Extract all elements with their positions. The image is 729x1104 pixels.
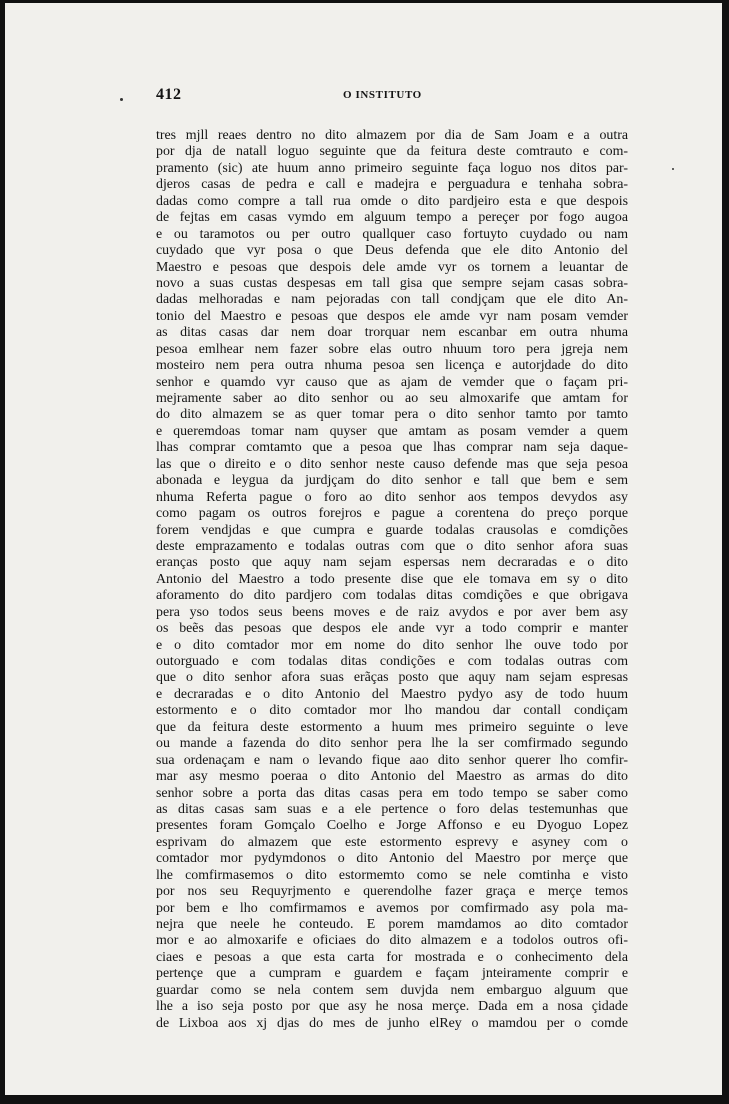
text-line: estormento e o dito comtador mor lho mandou dar contall condiçam (156, 703, 628, 719)
text-line: guardar como se nela contem sem duvjda nem embarguo alguum que (156, 982, 628, 998)
text-line: pera yso todos seus beens moves e de raiz avydos e por aver bem asy (156, 604, 628, 620)
text-line: ou mande a fazenda do dito senhor pera lhe la ser comfirmado segundo (156, 736, 628, 752)
text-line: lhe comfirmasemos o dito estormemto como se nele comtinha e visto (156, 867, 628, 883)
text-line: cuydado que vyr posa o que Deus defenda que ele dito Antonio del (156, 243, 628, 259)
text-line: dadas melhoradas e nam pejoradas con tall condjçam que ele dito An- (156, 292, 628, 308)
text-line: do dito almazem se as quer tomar pera o dito senhor tamto por tamto (156, 407, 628, 423)
text-line: que da feitura deste estormento a huum mes primeiro seguinte o leve (156, 719, 628, 735)
text-line: tonio del Maestro e pesoas que despos ele amde vyr nam posam vemder (156, 308, 628, 324)
page-number: 412 (156, 86, 182, 103)
text-line: Antonio del Maestro a todo presente dise que ele tomava em sy o dito (156, 571, 628, 587)
text-line: mar asy mesmo poerаa o dito Antonio del Maestro as armas do dito (156, 769, 628, 785)
page-header (156, 86, 626, 106)
text-line: de Lixboa aos xj djas do mes de junho elRey o mamdou per o comde (156, 1015, 628, 1031)
text-line: de fejtas em casas vymdo em alguum tempo a pereçer por fogo augoa (156, 210, 628, 226)
text-line: senhor sobre a porta das ditas casas pera em todo tempo se saber como (156, 785, 628, 801)
text-line: esprivam do almazem que este estormento esprevy e asyney com o (156, 834, 628, 850)
body-text (156, 128, 628, 1032)
text-line: lhas comprar comtamto que a pesoa que lhas comprar nam seja daque- (156, 440, 628, 456)
text-line: Maestro e pesoas que despois dele amde vyr os tornem a leuantar de (156, 259, 628, 275)
text-line: as ditas casas dar nem doar trorquar nem escanbar em outra nhuma (156, 325, 628, 341)
text-line: comtador mor pydymdonos o dito Antonio del Maestro por merçe que (156, 851, 628, 867)
text-line: las que o direito e o dito senhor neste causo defende mas que seja pesoa (156, 456, 628, 472)
text-line: e o dito comtador mor em nome do dito senhor lhe ouve todo por (156, 637, 628, 653)
running-head: O INSTITUTO (343, 89, 422, 101)
text-line: outorguado e com todalas ditas condições e com todalas outras com (156, 654, 628, 669)
text-line: e decraradas e o dito Antonio del Maestro pydyo asy de todo huum (156, 686, 628, 702)
text-line: mor e ao almoxarife e oficiaes do dito almazem e a todolos outros ofi- (156, 933, 628, 949)
text-line: nejra que neele he conteudo. E porem mamdamos ao dito comtador (156, 917, 628, 932)
margin-dot (672, 168, 674, 170)
text-line: deste emprazamento e todalas outras com que o dito senhor afora suas (156, 538, 628, 554)
text-line: aforamento do dito pardjero com todalas ditas comdições e que obrigava (156, 588, 628, 604)
text-line: pesoa emlhear nem fazer sobre elas outro nhuum toro pera jgreja nem (156, 341, 628, 357)
text-line: e queremdoas tomar nam quyser que amtam as posam vemder a quem (156, 423, 628, 439)
text-line: sua ordenaçam e nam o levando fique aao dito senhor querer lho comfir- (156, 752, 628, 768)
text-line: por nos seu Requyrjmento e querendolhe fazer graça e merçe temos (156, 884, 628, 900)
text-line: e ou taramotos ou per outro quallquer caso fortuyto cuydado ou nam (156, 226, 628, 242)
text-line: presentes foram Gomçalo Coelho e Jorge Affonso e eu Dyoguo Lopez (156, 818, 628, 834)
text-line: dadas como compre a tall rua omde o dito pardjeiro esta e que despois (156, 193, 628, 209)
text-line: abonada e leygua da jurdjçam do dito senhor e tall que bem e sem (156, 473, 628, 489)
text-line: pramento (sic) ate huum anno primeiro seguinte faça loguo nos ditos par- (156, 160, 628, 176)
text-line: senhor e quamdo vyr causo que as ajam de vemder que o façam pri- (156, 374, 628, 390)
text-line: nhuma Referta pague o foro ao dito senhor aos tempos devydos asy (156, 489, 628, 505)
text-line: djeros casas de pedra e call e madejra e perguadura e tenhaha sobra- (156, 177, 628, 193)
text-line: mosteiro nem pera outra nhuma pesoa sen licença e autorjdade do dito (156, 358, 628, 374)
text-line: eranças posto que aquy nam sejam espersas nem decraradas e o dito (156, 555, 628, 571)
text-line: pertençe que a cumpram e guardem e façam jnteiramente comprir e (156, 966, 628, 982)
margin-dot (120, 98, 123, 101)
text-line: lhe a iso seja posto por que asy he nosa merçe. Dada em a nosa çidade (156, 999, 628, 1015)
text-line: as ditas casas sam suas e a ele pertence o foro delas testemunhas que (156, 801, 628, 817)
text-line: tres mjll reaes dentro no dito almazem por dia de Sam Joam e a outra (156, 128, 628, 143)
text-line: que o dito senhor afora suas erãças posto que aquy nam sejam espresas (156, 670, 628, 686)
text-line: por bem e lho comfirmamos e avemos por comfirmado asy pola ma- (156, 900, 628, 916)
text-line: por dja de natall loguo seguinte que da feitura deste comtrauto e com- (156, 144, 628, 160)
text-line: como pagam os outros forejros e pague a corentena do preço porque (156, 506, 628, 522)
text-line: mejramente saber ao dito senhor ou ao seu almoxarife que amtam for (156, 391, 628, 406)
text-line: ciaes e pesoas a que esta carta for mostrada e o conhecimento dela (156, 949, 628, 965)
text-line: os beẽs das pesoas que despos ele ande vyr a todo comprir e manter (156, 621, 628, 637)
text-line: novo a suas custas despesas em tall gisa que sempre sejam casas sobra- (156, 275, 628, 291)
text-line: forem vendjdas e que cumpra e guarde todalas crausolas e comdições (156, 522, 628, 538)
